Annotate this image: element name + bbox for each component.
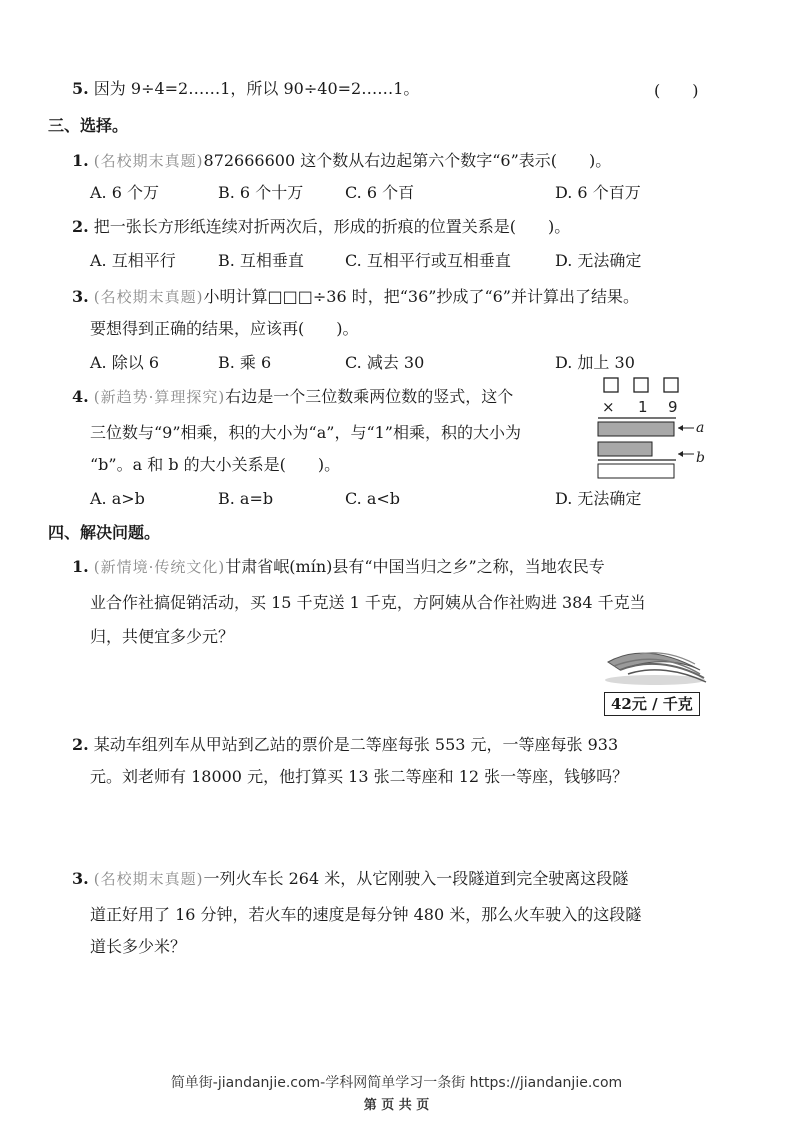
sum-bar	[598, 464, 674, 478]
option-b: B. 乘 6	[218, 353, 272, 372]
digit-box	[664, 378, 678, 392]
solve-question-1-cont: 业合作社搞促销活动，买 15 千克送 1 千克，方阿姨从合作社购进 384 千克当	[90, 593, 646, 612]
solve-question-3: 3. (名校期末真题)一列火车长 264 米，从它刚驶入一段隧道到完全驶离这段隧	[72, 869, 629, 888]
choice-question-4-cont2: “b”。a 和 b 的大小关系是( )。	[90, 455, 341, 474]
digit-box	[634, 378, 648, 392]
option-c: C. a<b	[345, 489, 401, 508]
product-b-bar	[598, 442, 652, 456]
option-a: A. 6 个万	[90, 183, 159, 202]
digit-box	[604, 378, 618, 392]
option-c: C. 6 个百	[345, 183, 415, 202]
option-d: D. 6 个百万	[555, 183, 641, 202]
vertical-multiplication-figure	[592, 374, 712, 484]
section-title-solve: 四、解决问题。	[48, 523, 161, 542]
answer-paren: ( )	[654, 81, 699, 100]
multiplier-digit-1: 1	[638, 398, 648, 416]
option-b: B. 互相垂直	[218, 251, 304, 270]
solve-question-1-cont2: 归，共便宜多少元？	[90, 627, 235, 646]
choice-question-3: 3. (名校期末真题)小明计算□□□÷36 时，把“36”抄成了“6”并计算出了结果。	[72, 287, 639, 306]
choice-question-4-cont: 三位数与“9”相乘，积的大小为“a”，与“1”相乘，积的大小为	[90, 423, 521, 442]
option-a: A. a>b	[90, 489, 145, 508]
solve-question-3-cont: 道正好用了 16 分钟，若火车的速度是每分钟 480 米，那么火车驶入的这段隧	[90, 905, 642, 924]
option-a: A. 除以 6	[90, 353, 159, 372]
solve-question-1: 1. (新情境·传统文化)甘肃省岷(mín)县有“中国当归之乡”之称，当地农民专	[72, 557, 605, 576]
multiplier-digit-9: 9	[668, 398, 678, 416]
choice-question-4: 4. (新趋势·算理探究)右边是一个三位数乘两位数的竖式，这个	[72, 387, 514, 406]
arrow-b-head	[678, 451, 683, 457]
price-label: 42元 / 千克	[604, 692, 700, 716]
label-a: a	[696, 420, 705, 436]
page-number: 第 页 共 页	[363, 1098, 430, 1113]
angelica-root-illustration	[600, 640, 710, 690]
section-title-choice: 三、选择。	[48, 116, 129, 135]
label-b: b	[696, 450, 705, 466]
option-c: C. 减去 30	[345, 353, 425, 372]
option-b: B. a=b	[218, 489, 274, 508]
option-b: B. 6 个十万	[218, 183, 304, 202]
product-a-bar	[598, 422, 674, 436]
option-d: D. 无法确定	[555, 489, 642, 508]
times-sign: ×	[602, 398, 615, 416]
choice-question-3-cont: 要想得到正确的结果，应该再( )。	[90, 319, 359, 338]
option-c: C. 互相平行或互相垂直	[345, 251, 511, 270]
arrow-a-head	[678, 425, 683, 431]
solve-question-3-cont2: 道长多少米？	[90, 937, 187, 956]
option-d: D. 无法确定	[555, 251, 642, 270]
choice-question-1: 1. (名校期末真题)872666600 这个数从右边起第六个数字“6”表示( )。	[72, 151, 612, 170]
option-a: A. 互相平行	[90, 251, 176, 270]
solve-question-2: 2. 某动车组列车从甲站到乙站的票价是二等座每张 553 元，一等座每张 933	[72, 735, 619, 754]
option-d: D. 加上 30	[555, 353, 635, 372]
choice-question-2: 2. 把一张长方形纸连续对折两次后，形成的折痕的位置关系是( )。	[72, 217, 571, 236]
question-5: 5. 因为 9÷4=2……1，所以 90÷40=2……1。	[72, 79, 420, 98]
solve-question-2-cont: 元。刘老师有 18000 元，他打算买 13 张二等座和 12 张一等座，钱够吗？	[90, 767, 629, 786]
footer-watermark: 简单街-jiandanjie.com-学科网简单学习一条街 https://jiandanjie.com	[170, 1075, 623, 1091]
